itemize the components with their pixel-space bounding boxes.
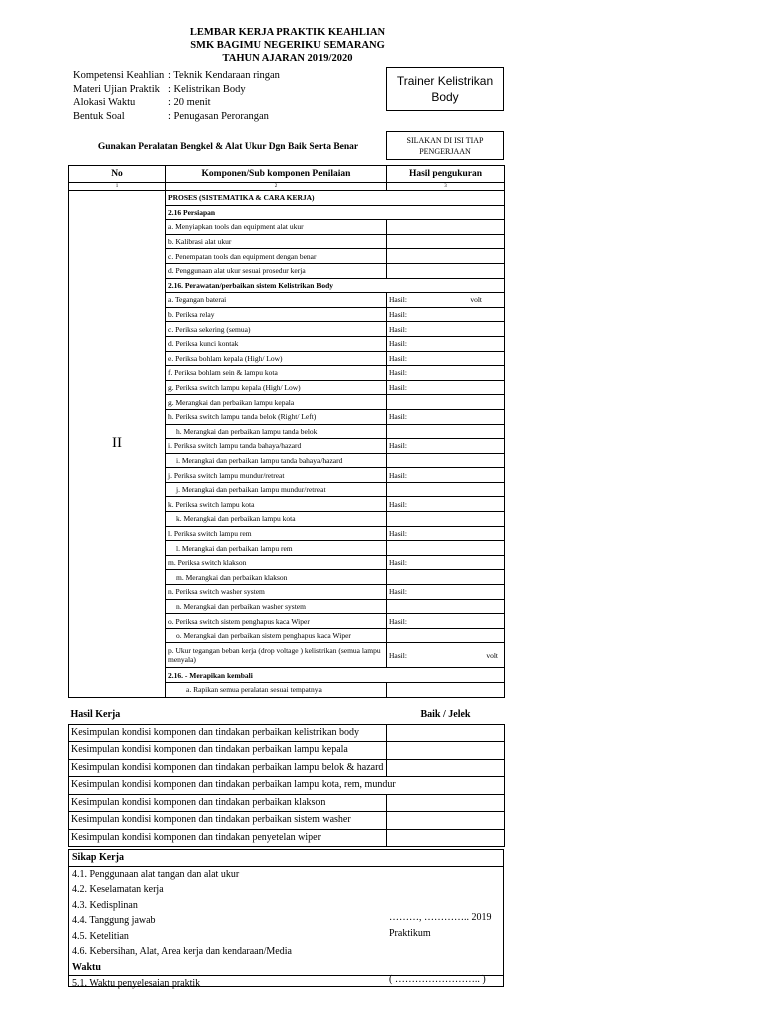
info-row: [73, 96, 280, 110]
trainer-box: [386, 67, 504, 111]
item-label: i. Periksa switch lampu tanda bahaya/hazard: [166, 439, 387, 454]
hasil-kerja-table: [68, 707, 505, 847]
result-cell[interactable]: Hasil:: [387, 351, 505, 366]
col-komponen: Komponen/Sub komponen Penilaian: [166, 166, 387, 183]
result-cell[interactable]: [387, 599, 505, 614]
list-item: 4.6. Kebersihan, Alat, Area kerja dan kendaraan/Media: [72, 946, 292, 957]
col-number: 3: [387, 183, 505, 191]
result-cell[interactable]: [387, 293, 505, 308]
section-heading: Hasil Kerja: [70, 709, 121, 721]
silakan-line-2: PENGERJAAN: [419, 146, 471, 156]
col-no: No: [69, 166, 166, 183]
result-cell[interactable]: Hasil:: [387, 336, 505, 351]
result-cell[interactable]: [387, 424, 505, 439]
result-cell[interactable]: Hasil:: [387, 366, 505, 381]
info-value: : Teknik Kendaraan ringan: [168, 70, 280, 81]
trainer-line-2: Body: [431, 90, 459, 104]
info-value: : Kelistrikan Body: [168, 83, 246, 95]
item-label: f. Periksa bohlam sein & lampu kota: [166, 366, 387, 381]
col-number: 2: [166, 183, 387, 191]
item-label: l. Periksa switch lampu rem: [166, 526, 387, 541]
list-item: 4.5. Ketelitian: [72, 930, 129, 942]
col-hasil: Hasil pengukuran: [387, 166, 505, 183]
info-row: [73, 83, 280, 97]
table-header: [69, 166, 505, 183]
hasil-label: Hasil:: [389, 295, 407, 305]
result-cell[interactable]: [387, 724, 505, 742]
table-row: [69, 829, 505, 847]
item-label: Kesimpulan kondisi komponen dan tindakan perbaikan lampu kepala: [69, 742, 387, 760]
info-label: Materi Ujian Praktik: [73, 83, 160, 95]
item-label: i. Merangkai dan perbaikan lampu tanda bahaya/hazard: [166, 453, 387, 468]
info-row: [73, 110, 280, 124]
list-item: 5.1. Waktu penyelesaian praktik: [69, 975, 503, 992]
info-label: Bentuk Soal: [73, 110, 125, 122]
result-cell[interactable]: [387, 812, 505, 830]
result-cell[interactable]: Hasil:: [387, 526, 505, 541]
item-label: Kesimpulan kondisi komponen dan tindakan penyetelan wiper: [69, 829, 387, 847]
unit-label: volt: [486, 650, 498, 660]
item-label: j. Periksa switch lampu mundur/retreat: [166, 468, 387, 483]
item-label: g. Merangkai dan perbaikan lampu kepala: [166, 395, 387, 410]
item-label: l. Merangkai dan perbaikan lampu rem: [166, 541, 387, 556]
item-label: e. Periksa bohlam kepala (High/ Low): [166, 351, 387, 366]
item-label: k. Periksa switch lampu kota: [166, 497, 387, 512]
section-heading: Waktu: [72, 961, 101, 973]
table-row: [69, 812, 505, 830]
item-label: p. Ukur tegangan beban kerja (drop voltage ) kelistrikan (semua lampu menyala): [166, 643, 387, 668]
item-label: m. Periksa switch klakson: [166, 555, 387, 570]
section-heading: PROSES (SISTEMATIKA & CARA KERJA): [166, 191, 505, 206]
item-label: n. Periksa switch washer system: [166, 585, 387, 600]
item-label: k. Merangkai dan perbaikan lampu kota: [166, 512, 387, 527]
item-label: o. Periksa switch sistem penghapus kaca Wiper: [166, 614, 387, 629]
result-cell[interactable]: [387, 759, 505, 777]
doc-title-3: TAHUN AJARAN 2019/2020: [222, 53, 353, 64]
result-cell[interactable]: [387, 482, 505, 497]
result-cell[interactable]: [387, 541, 505, 556]
table-row: [69, 742, 505, 760]
item-label: Kesimpulan kondisi komponen dan tindakan perbaikan lampu belok & hazard: [69, 759, 387, 777]
result-cell[interactable]: Hasil:: [387, 322, 505, 337]
table-row: [69, 759, 505, 777]
result-cell[interactable]: [387, 512, 505, 527]
info-label: Alokasi Waktu: [73, 97, 136, 108]
doc-title-2: SMK BAGIMU NEGERIKU SEMARANG: [190, 40, 385, 51]
signature-line: ( …………………….. ): [389, 974, 486, 985]
info-value: : Penugasan Perorangan: [168, 110, 269, 122]
table-row: [69, 794, 505, 812]
item-label: c. Periksa sekering (semua): [166, 322, 387, 337]
result-cell[interactable]: [387, 643, 505, 668]
result-cell[interactable]: [387, 628, 505, 643]
item-label: h. Periksa switch lampu tanda belok (Right/ Left): [166, 409, 387, 424]
subsection-heading: 2.16 Persiapan: [166, 205, 505, 220]
result-cell[interactable]: Hasil:: [387, 409, 505, 424]
item-label: a. Menyiapkan tools dan equipment alat ukur: [166, 220, 387, 235]
result-cell[interactable]: [387, 249, 505, 264]
trainer-line-1: Trainer Kelistrikan: [396, 74, 494, 88]
silakan-line-1: SILAKAN DI ISI TIAP: [406, 135, 484, 145]
result-cell[interactable]: Hasil:: [387, 439, 505, 454]
result-cell[interactable]: Hasil:: [387, 497, 505, 512]
item-label: c. Penempatan tools dan equipment dengan benar: [166, 249, 387, 264]
item-label: Kesimpulan kondisi komponen dan tindakan perbaikan kelistrikan body: [69, 724, 387, 742]
item-label: Kesimpulan kondisi komponen dan tindakan perbaikan klakson: [69, 794, 387, 812]
result-cell[interactable]: [387, 683, 505, 698]
table-row: [69, 191, 505, 206]
result-cell[interactable]: Hasil:: [387, 380, 505, 395]
subsection-heading: 2.16. Perawatan/perbaikan sistem Kelistrikan Body: [166, 278, 505, 293]
list-item: 4.3. Kedisplinan: [72, 899, 138, 911]
item-label: h. Merangkai dan perbaikan lampu tanda belok: [166, 424, 387, 439]
date-line: ………, ………….. 2019: [389, 912, 492, 923]
silakan-box: [386, 131, 504, 160]
result-cell[interactable]: [387, 570, 505, 585]
list-item: 4.2. Keselamatan kerja: [72, 884, 164, 895]
item-label: Kesimpulan kondisi komponen dan tindakan perbaikan sistem washer: [69, 812, 387, 830]
item-label: a. Rapikan semua peralatan sesuai tempatnya: [166, 683, 387, 698]
result-cell[interactable]: [387, 794, 505, 812]
result-cell[interactable]: [387, 220, 505, 235]
info-label: Kompetensi Keahlian: [73, 70, 165, 81]
table-number-row: [69, 183, 505, 191]
table-row: [69, 777, 505, 795]
result-cell[interactable]: [387, 234, 505, 249]
item-label: Kesimpulan kondisi komponen dan tindakan perbaikan lampu kota, rem, mundur: [69, 777, 505, 795]
item-label: b. Periksa relay: [166, 307, 387, 322]
item-label: d. Periksa kunci kontak: [166, 336, 387, 351]
result-cell[interactable]: [387, 829, 505, 847]
result-cell[interactable]: Hasil:: [387, 468, 505, 483]
hasil-label: Hasil:: [389, 650, 407, 660]
table-row: [69, 724, 505, 742]
info-block: [73, 69, 280, 123]
list-item: 4.1. Penggunaan alat tangan dan alat ukur: [69, 866, 503, 883]
item-label: o. Merangkai dan perbaikan sistem penghapus kaca Wiper: [166, 628, 387, 643]
result-cell[interactable]: [387, 263, 505, 278]
table-row: [69, 707, 505, 724]
info-value: : 20 menit: [168, 97, 211, 108]
doc-title-1: LEMBAR KERJA PRAKTIK KEAHLIAN: [189, 27, 386, 38]
info-row: [73, 69, 280, 83]
col-baik-jelek: Baik / Jelek: [420, 709, 471, 721]
result-cell[interactable]: Hasil:: [387, 307, 505, 322]
item-label: b. Kalibrasi alat ukur: [166, 234, 387, 249]
item-label: j. Merangkai dan perbaikan lampu mundur/retreat: [166, 482, 387, 497]
item-label: n. Merangkai dan perbaikan washer system: [166, 599, 387, 614]
instruction: Gunakan Peralatan Bengkel & Alat Ukur Dgn Baik Serta Benar: [97, 142, 359, 152]
section-number: II: [69, 191, 166, 698]
list-item: 4.4. Tanggung jawab: [72, 915, 156, 926]
result-cell[interactable]: Hasil:: [387, 555, 505, 570]
item-label: g. Periksa switch lampu kepala (High/ Low): [166, 380, 387, 395]
item-label: a. Tegangan baterai: [166, 293, 387, 308]
item-label: m. Merangkai dan perbaikan klakson: [166, 570, 387, 585]
praktikum-label: Praktikum: [389, 928, 431, 939]
item-label: d. Penggunaan alat ukur sesuai prosedur kerja: [166, 263, 387, 278]
result-cell[interactable]: [387, 453, 505, 468]
result-cell[interactable]: [387, 395, 505, 410]
result-cell[interactable]: Hasil:: [387, 585, 505, 600]
result-cell[interactable]: Hasil:: [387, 614, 505, 629]
unit-label: volt: [470, 295, 482, 305]
subsection-heading: 2.16. - Merapikan kembali: [166, 668, 505, 683]
col-number: 1: [69, 183, 166, 191]
result-cell[interactable]: [387, 742, 505, 760]
assessment-table: [68, 165, 505, 698]
section-heading: Sikap Kerja: [72, 852, 124, 863]
